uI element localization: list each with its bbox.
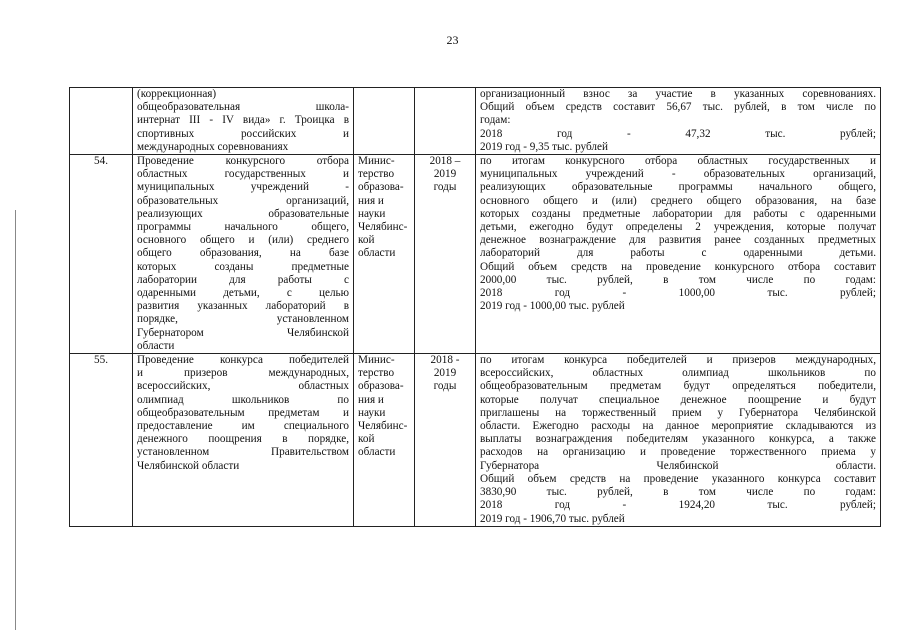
- cell-line: программы начального общего,: [137, 221, 349, 234]
- result-cell: [476, 155, 881, 354]
- cell-line: Челябинс-: [358, 221, 408, 234]
- row-number-cell: [70, 88, 133, 155]
- cell-line: детьми, ежегодно будут определены 2 учреждения, которые получат: [480, 221, 876, 234]
- cell-line: образова-: [358, 380, 404, 393]
- cell-line: 2019: [433, 168, 457, 181]
- cell-line: олимпиад школьников по: [137, 393, 349, 406]
- cell-line: Минис-: [358, 155, 395, 168]
- cell-line: которых созданы предметные лаборатории для работы с одаренными: [480, 207, 876, 220]
- cell-line: общеобразовательным предметам будут определяться победители,: [480, 380, 876, 393]
- cell-line: Проведение конкурсного отбора: [137, 155, 349, 168]
- executor-cell: [354, 155, 415, 354]
- cell-line: годы: [433, 181, 457, 194]
- period-cell: [415, 88, 476, 155]
- cell-line: 2018 год - 47,32 тыс. рублей;: [480, 127, 876, 140]
- cell-line: областных государственных и: [137, 168, 349, 181]
- cell-line: области: [358, 446, 396, 459]
- cell-line: расходов на организацию и проведение торжественного приема у: [480, 446, 876, 459]
- cell-line: кой: [358, 433, 375, 446]
- cell-line: ния и: [358, 393, 384, 406]
- cell-line: 2018 год - 1000,00 тыс. рублей;: [480, 287, 876, 300]
- cell-line: ния и: [358, 194, 384, 207]
- row-number-cell: 54.: [70, 155, 133, 354]
- cell-line: (коррекционная): [137, 88, 217, 100]
- cell-line: муниципальных учреждений - образовательных организаций,: [480, 168, 876, 181]
- cell-line: общеобразовательная школа-: [137, 101, 349, 114]
- cell-line: основного общего и (или) среднего: [137, 234, 349, 247]
- result-cell: [476, 354, 881, 527]
- cell-line: общего образования, на базе: [137, 247, 349, 260]
- event-cell: [133, 354, 354, 527]
- event-cell: [133, 155, 354, 354]
- cell-line: кой: [358, 234, 375, 247]
- cell-line: одаренными детьми, с целью: [137, 287, 349, 300]
- period-cell: [415, 354, 476, 527]
- cell-line: годы: [433, 380, 457, 393]
- cell-line: денежного поощрения в порядке,: [137, 433, 349, 446]
- cell-line: реализующих образовательные: [137, 207, 349, 220]
- cell-line: годам:: [480, 114, 511, 127]
- period-cell: [415, 155, 476, 354]
- cell-line: всероссийских, областных олимпиад школьников по: [480, 367, 876, 380]
- cell-line: Общий объем средств на проведение конкурсного отбора составит: [480, 260, 876, 273]
- cell-line: 2018 -: [430, 354, 460, 367]
- row-number-cell: 55.: [70, 354, 133, 527]
- cell-line: реализующих образовательные программы начального общего,: [480, 181, 876, 194]
- cell-line: Губернатора Челябинской области.: [480, 459, 876, 472]
- event-cell: [133, 88, 354, 155]
- cell-line: терство: [358, 168, 395, 181]
- cell-line: которых созданы предметные: [137, 260, 349, 273]
- cell-line: выплаты вознаграждения победителям указанного конкурса, а также: [480, 433, 876, 446]
- cell-line: образова-: [358, 181, 404, 194]
- cell-line: области. Ежегодно расходы на данное мероприятие складываются из: [480, 420, 876, 433]
- cell-line: спортивных российских и: [137, 127, 349, 140]
- cell-line: международных соревнованиях: [137, 140, 289, 153]
- cell-line: лабораторий для работы с одаренными детьми.: [480, 247, 876, 260]
- cell-line: 2018 –: [429, 155, 461, 168]
- cell-line: муниципальных учреждений -: [137, 181, 349, 194]
- cell-line: приглашены на торжественный прием у Губернатора Челябинской: [480, 406, 876, 419]
- cell-line: Общий объем средств на проведение указанного конкурса составит: [480, 472, 876, 485]
- cell-line: установленном Правительством: [137, 446, 349, 459]
- cell-line: 2019 год - 1906,70 тыс. рублей: [480, 512, 625, 525]
- cell-line: Челябинской области: [137, 459, 240, 472]
- cell-line: науки: [358, 207, 386, 220]
- executor-cell: [354, 88, 415, 155]
- cell-line: по итогам конкурса победителей и призеров международных,: [480, 354, 876, 367]
- cell-line: которые получат специальное денежное поощрение и будут: [480, 393, 876, 406]
- cell-line: порядке, установленном: [137, 313, 349, 326]
- cell-line: Губернатором Челябинской: [137, 326, 349, 339]
- cell-line: лаборатории для работы с: [137, 273, 349, 286]
- scan-edge-line: [15, 210, 16, 630]
- table-row: [70, 155, 881, 354]
- table-row: [70, 88, 881, 155]
- cell-line: предоставление им специального: [137, 420, 349, 433]
- cell-line: основного общего и (или) среднего общего образования, на базе: [480, 194, 876, 207]
- cell-line: 2019 год - 1000,00 тыс. рублей: [480, 300, 625, 313]
- executor-cell: [354, 354, 415, 527]
- cell-line: общеобразовательным предметам и: [137, 406, 349, 419]
- table-row: [70, 354, 881, 527]
- cell-line: области: [137, 339, 175, 352]
- cell-line: науки: [358, 406, 386, 419]
- cell-line: денежное вознаграждение для развития ранее созданных предметных: [480, 234, 876, 247]
- cell-line: 2019: [433, 367, 457, 380]
- cell-line: 2000,00 тыс. рублей, в том числе по годам:: [480, 273, 876, 286]
- program-table: [69, 87, 881, 527]
- cell-line: интернат III - IV вида» г. Троицка в: [137, 114, 349, 127]
- cell-line: Проведение конкурса победителей: [137, 354, 349, 367]
- cell-line: образовательных организаций,: [137, 194, 349, 207]
- cell-line: Общий объем средств составит 56,67 тыс. рублей, в том числе по: [480, 101, 876, 114]
- cell-line: 2018 год - 1924,20 тыс. рублей;: [480, 499, 876, 512]
- cell-line: 3830,90 тыс. рублей, в том числе по годам:: [480, 486, 876, 499]
- cell-line: терство: [358, 367, 395, 380]
- cell-line: развития указанных лабораторий в: [137, 300, 349, 313]
- cell-line: и призеров международных,: [137, 367, 349, 380]
- result-cell: [476, 88, 881, 155]
- cell-line: всероссийских, областных: [137, 380, 349, 393]
- cell-line: области: [358, 247, 396, 260]
- cell-line: Минис-: [358, 354, 395, 367]
- cell-line: организационный взнос за участие в указанных соревнованиях.: [480, 88, 876, 100]
- cell-line: по итогам конкурсного отбора областных государственных и: [480, 155, 876, 168]
- page-number: 23: [446, 33, 459, 47]
- cell-line: Челябинс-: [358, 420, 408, 433]
- cell-line: 2019 год - 9,35 тыс. рублей: [480, 140, 608, 153]
